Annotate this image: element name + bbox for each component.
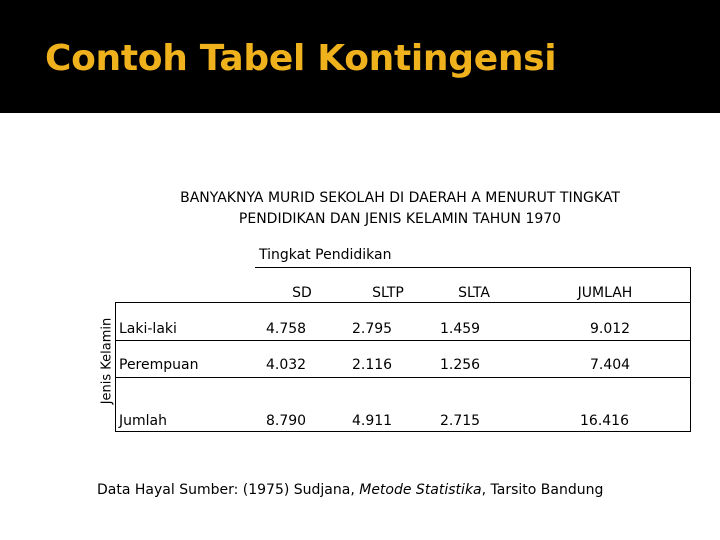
table-left-border xyxy=(115,302,116,432)
cell-perempuan-sd: 4.032 xyxy=(266,357,307,373)
cell-laki-laki-jumlah: 9.012 xyxy=(590,321,631,337)
table-header-border xyxy=(115,302,691,303)
table-row1-border xyxy=(115,340,691,341)
row-label-jumlah: Jumlah xyxy=(119,413,167,429)
caption-line-2: PENDIDIKAN DAN JENIS KELAMIN TAHUN 1970 xyxy=(238,211,562,227)
source-book-title: Metode Statistika xyxy=(359,482,482,498)
cell-perempuan-sltp: 2.116 xyxy=(352,357,393,373)
source-citation xyxy=(97,482,603,498)
source-prefix: Data Hayal Sumber: (1975) Sudjana, xyxy=(97,482,360,498)
cell-jumlah-sd: 8.790 xyxy=(266,413,307,429)
row-group-label-box xyxy=(97,302,117,420)
cell-laki-laki-sltp: 2.795 xyxy=(352,321,393,337)
row-label-perempuan: Perempuan xyxy=(119,357,199,373)
slide-title: Contoh Tabel Kontingensi xyxy=(45,38,557,79)
cell-perempuan-slta: 1.256 xyxy=(440,357,481,373)
cell-jumlah-sltp: 4.911 xyxy=(352,413,393,429)
cell-laki-laki-sd: 4.758 xyxy=(266,321,307,337)
cell-jumlah-jumlah: 16.416 xyxy=(580,413,629,429)
table-right-border xyxy=(690,267,691,432)
table-row2-border xyxy=(115,377,691,378)
column-header-sd: SD xyxy=(292,285,312,301)
row-group-label: Jenis Kelamin xyxy=(99,317,115,405)
caption-line-1: BANYAKNYA MURID SEKOLAH DI DAERAH A MENURUT TINGKAT xyxy=(180,190,620,206)
source-suffix: , Tarsito Bandung xyxy=(481,482,604,498)
row-label-laki-laki: Laki-laki xyxy=(119,321,177,337)
column-header-sltp: SLTP xyxy=(372,285,404,301)
column-group-label: Tingkat Pendidikan xyxy=(259,247,392,263)
column-header-slta: SLTA xyxy=(458,285,490,301)
cell-perempuan-jumlah: 7.404 xyxy=(590,357,631,373)
cell-laki-laki-slta: 1.459 xyxy=(440,321,481,337)
table-caption xyxy=(130,188,670,230)
table-bottom-border xyxy=(115,431,691,432)
column-header-jumlah: JUMLAH xyxy=(577,285,633,301)
cell-jumlah-slta: 2.715 xyxy=(440,413,481,429)
table-top-border xyxy=(255,267,691,268)
